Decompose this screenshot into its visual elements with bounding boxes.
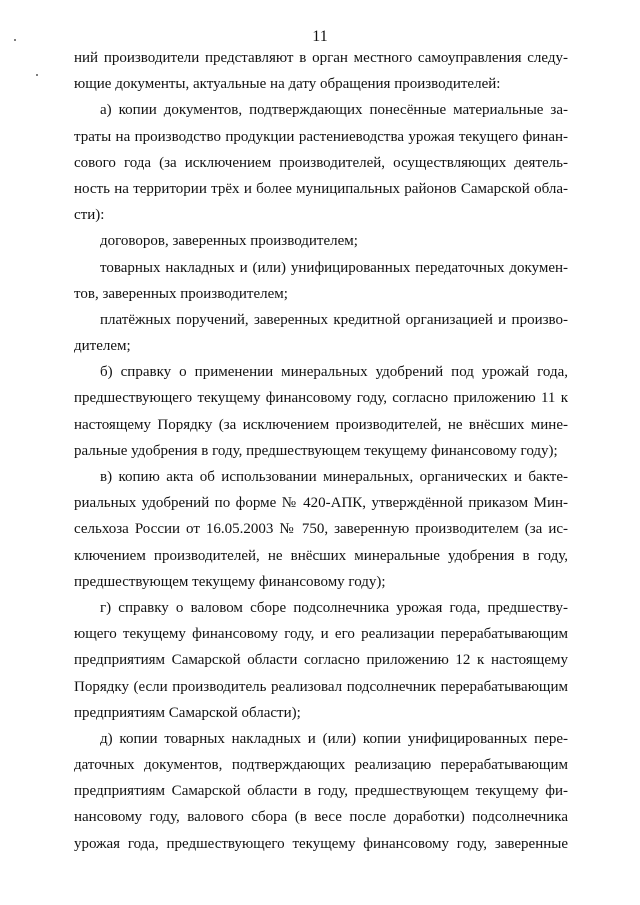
text-line: сти): xyxy=(74,207,105,224)
text-line: Порядку (если производитель реализовал подсолнечник перерабатывающим xyxy=(74,678,568,695)
text-line: сового года (за исключением производителей, осуществляющих деятель- xyxy=(74,154,568,171)
text-line: ющего текущему финансовому году, и его реализации перерабатывающим xyxy=(74,626,568,643)
text-line: ность на территории трёх и более муниципальных районов Самарской обла- xyxy=(74,180,568,197)
document-body xyxy=(74,45,568,857)
text-line: ющие документы, актуальные на дату обращения производителей: xyxy=(74,76,501,93)
text-line: предприятиям Самарской области согласно приложению 12 к настоящему xyxy=(74,652,568,669)
text-line: договоров, заверенных производителем; xyxy=(100,233,358,250)
text-line: товарных накладных и (или) унифицированных передаточных докумен- xyxy=(100,259,568,276)
text-line: урожая года, предшествующего текущему финансовому году, заверенные xyxy=(74,835,568,852)
text-line: предшествующего текущему финансовому году, согласно приложению 11 к xyxy=(74,390,568,407)
text-line: г) справку о валовом сборе подсолнечника урожая года, предшеству- xyxy=(100,599,568,616)
text-line: тов, заверенных производителем; xyxy=(74,285,288,302)
text-line: риальных удобрений по форме № 420-АПК, утверждённой приказом Мин- xyxy=(74,495,568,512)
text-line: б) справку о применении минеральных удобрений под урожай года, xyxy=(100,364,568,381)
text-line: настоящему Порядку (за исключением производителей, не внёсших мине- xyxy=(74,416,568,433)
text-line: дителем; xyxy=(74,338,131,355)
page-number: 11 xyxy=(312,28,328,45)
text-line: нансовому году, валового сбора (в весе после доработки) подсолнечника xyxy=(74,809,568,826)
text-line: ключением производителей, не внёсших минеральные удобрения в году, xyxy=(74,547,568,564)
text-line: д) копии товарных накладных и (или) копии унифицированных пере- xyxy=(100,730,568,747)
text-line: ральные удобрения в году, предшествующем текущему финансовому году); xyxy=(74,442,558,459)
text-line: предприятиям Самарской области в году, предшествующем текущему фи- xyxy=(74,783,568,800)
text-line: в) копию акта об использовании минеральных, органических и бакте- xyxy=(100,469,568,485)
text-line: траты на производство продукции растениеводства урожая текущего финан- xyxy=(74,128,568,145)
text-line: сельхоза России от 16.05.2003 № 750, заверенную производителем (за ис- xyxy=(74,521,568,538)
text-line: предприятиям Самарской области); xyxy=(74,704,301,721)
scan-speck xyxy=(36,74,38,76)
text-line: предшествующем текущему финансовому году); xyxy=(74,573,386,590)
text-line: ний производители представляют в орган местного самоуправления следу- xyxy=(74,50,568,66)
text-line: а) копии документов, подтверждающих понесённые материальные за- xyxy=(100,102,568,119)
text-line: платёжных поручений, заверенных кредитной организацией и произво- xyxy=(100,311,568,328)
text-line: даточных документов, подтверждающих реализацию перерабатывающим xyxy=(74,757,568,774)
